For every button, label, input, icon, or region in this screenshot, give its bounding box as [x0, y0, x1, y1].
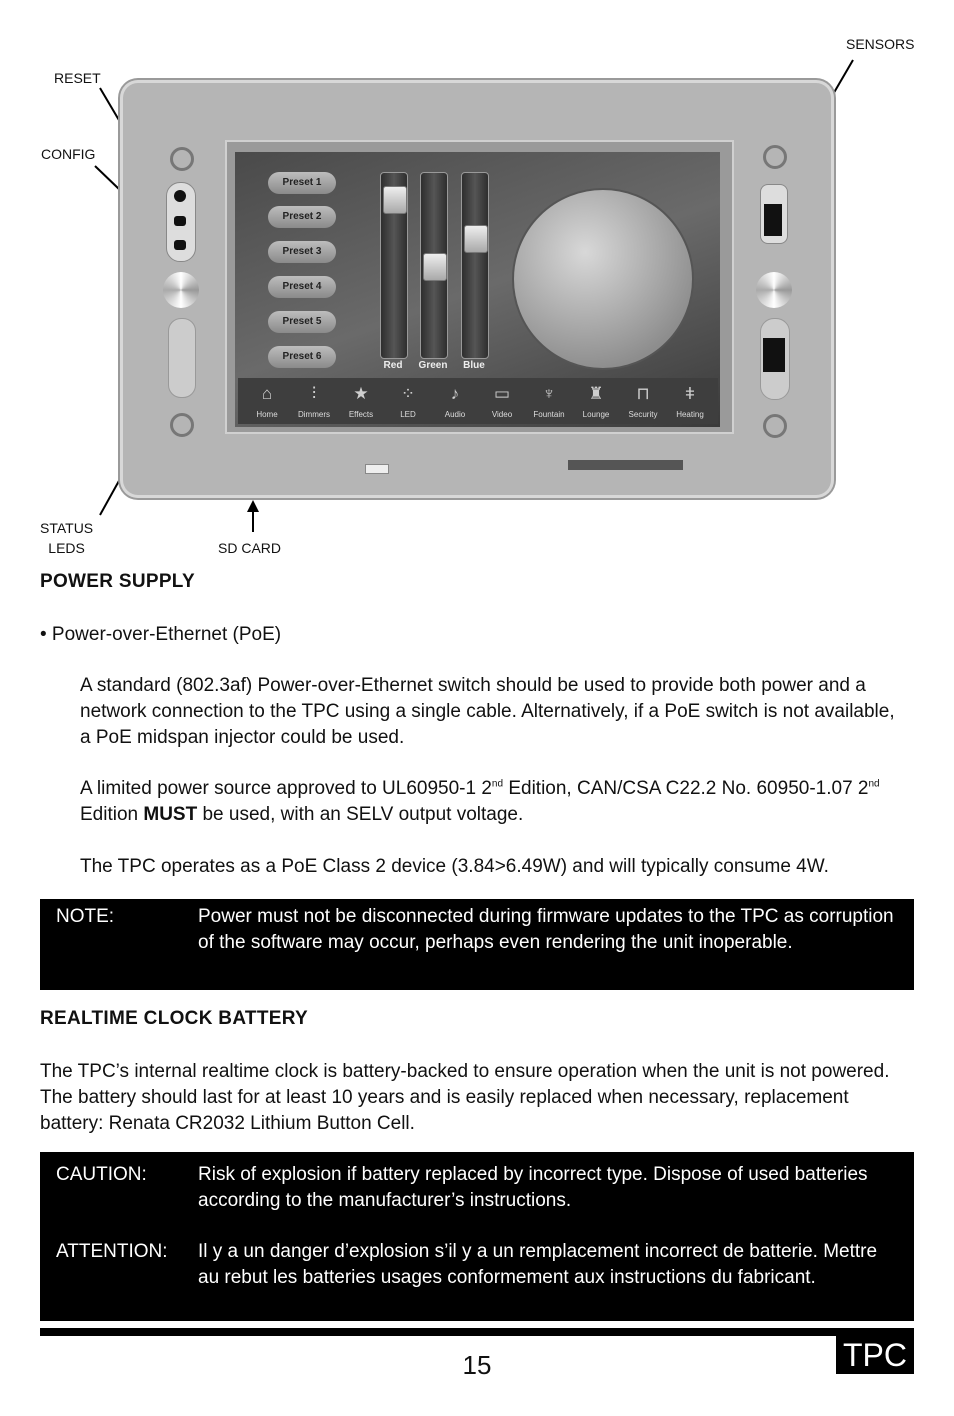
slider-red-track[interactable] — [380, 172, 408, 359]
slider-green-track[interactable] — [420, 172, 448, 359]
config-button-2[interactable] — [174, 240, 186, 250]
dimmers-icon[interactable]: ⫶ — [311, 384, 317, 403]
attention-label: ATTENTION: — [56, 1241, 168, 1262]
note-label: NOTE: — [56, 906, 115, 927]
nav-security[interactable]: Security — [628, 410, 658, 419]
lamp-icon[interactable]: ♜ — [588, 384, 604, 403]
proximity-sensor — [764, 204, 782, 236]
config-button[interactable] — [174, 216, 186, 226]
home-icon[interactable]: ⌂ — [261, 384, 273, 403]
device-diagram — [0, 0, 954, 560]
battery-paragraph: The TPC’s internal realtime clock is battery-backed to ensure operation when the unit is not powered. The battery should last for at least 10 years and is easily replaced when necessary, replacement battery: Renata CR2032 Lithium Button Cell. — [40, 1061, 890, 1134]
color-dial[interactable] — [512, 188, 694, 370]
nav-fountain[interactable]: Fountain — [533, 410, 565, 419]
slider-blue-track[interactable] — [461, 172, 489, 359]
note-box — [40, 899, 914, 990]
nav-audio[interactable]: Audio — [444, 410, 466, 419]
callout-reset: RESET — [54, 70, 101, 86]
mount-screw-bottom-right — [763, 414, 787, 438]
nav-effects[interactable]: Effects — [348, 410, 374, 419]
caution-label: CAUTION: — [56, 1164, 147, 1185]
brand-logo: TPC — [836, 1336, 914, 1374]
preset-button-3[interactable]: Preset 3 — [268, 241, 336, 263]
thermometer-icon[interactable]: ǂ — [685, 384, 695, 403]
caution-text: Risk of explosion if battery replaced by incorrect type. Dispose of used batteries according to the manufacturer’s instructions. — [198, 1164, 868, 1211]
mount-screw-bottom-left — [170, 413, 194, 437]
light-sensor-right — [756, 272, 792, 308]
light-sensor-left — [163, 272, 199, 308]
page-number: 15 — [462, 1350, 492, 1380]
star-icon[interactable]: ★ — [353, 384, 369, 403]
led-icon[interactable]: ⁘ — [400, 384, 416, 403]
callout-status-leds: STATUS LEDS — [40, 520, 94, 556]
monitor-icon[interactable]: ▭ — [493, 384, 511, 403]
nav-lounge[interactable]: Lounge — [582, 410, 610, 419]
preset-button-2[interactable]: Preset 2 — [268, 206, 336, 228]
nav-video[interactable]: Video — [491, 410, 513, 419]
sd-card-slot — [568, 460, 683, 470]
nav-heating[interactable]: Heating — [676, 410, 704, 419]
reset-button[interactable] — [174, 190, 186, 202]
nav-led[interactable]: LED — [400, 410, 416, 419]
slider-green-label: Green — [418, 360, 448, 371]
mount-screw-top-left — [170, 147, 194, 171]
battery-heading: REALTIME CLOCK BATTERY — [40, 1008, 309, 1029]
fountain-icon[interactable]: ♆ — [542, 384, 556, 403]
speaker-grille — [763, 338, 785, 372]
power-supply-heading: POWER SUPPLY — [40, 571, 195, 592]
bottom-clip — [365, 464, 389, 474]
preset-button-4[interactable]: Preset 4 — [268, 276, 336, 298]
slider-red-knob[interactable] — [383, 186, 407, 214]
preset-button-1[interactable]: Preset 1 — [268, 172, 336, 194]
lock-icon[interactable]: ⊓ — [636, 384, 650, 403]
slider-blue-label: Blue — [463, 360, 485, 371]
preset-button-5[interactable]: Preset 5 — [268, 311, 336, 333]
caution-box — [40, 1152, 914, 1321]
nav-home[interactable]: Home — [256, 410, 278, 419]
footer-rule — [40, 1328, 914, 1336]
slider-red-label: Red — [383, 360, 403, 371]
poe-paragraph: A standard (802.3af) Power-over-Ethernet switch should be used to provide both power and a network connection to the TPC using a single cable. Alternatively, if a PoE switch is not available, a PoE midspan injector could be used. — [80, 675, 895, 748]
speaker-icon[interactable]: ♪ — [450, 384, 460, 403]
power-source-paragraph: A limited power source approved to UL60950-1 2nd Edition, CAN/CSA C22.2 No. 60950-1.07 2nd Edition MUST be used, with an SELV output voltage. — [80, 778, 880, 825]
poe-class-paragraph: The TPC operates as a PoE Class 2 device (3.84>6.49W) and will typically consume 4W. — [80, 856, 829, 877]
callout-sensors: SENSORS — [846, 36, 915, 52]
slider-green-knob[interactable] — [423, 253, 447, 281]
callout-config: CONFIG — [41, 146, 96, 162]
slider-blue-knob[interactable] — [464, 225, 488, 253]
mount-screw-top-right — [763, 145, 787, 169]
preset-button-6[interactable]: Preset 6 — [268, 346, 336, 368]
status-leds — [168, 318, 196, 398]
note-text: Power must not be disconnected during firmware updates to the TPC as corruption of the software may occur, perhaps even rendering the unit inoperable. — [198, 906, 894, 953]
poe-bullet: • Power-over-Ethernet (PoE) — [40, 624, 282, 645]
attention-text: Il y a un danger d’explosion s’il y a un remplacement incorrect de batterie. Mettre au rebut les batteries usages conformement aux instructions du fabricant. — [198, 1241, 878, 1288]
nav-dimmers[interactable]: Dimmers — [298, 410, 330, 419]
callout-sd-card: SD CARD — [218, 540, 282, 556]
